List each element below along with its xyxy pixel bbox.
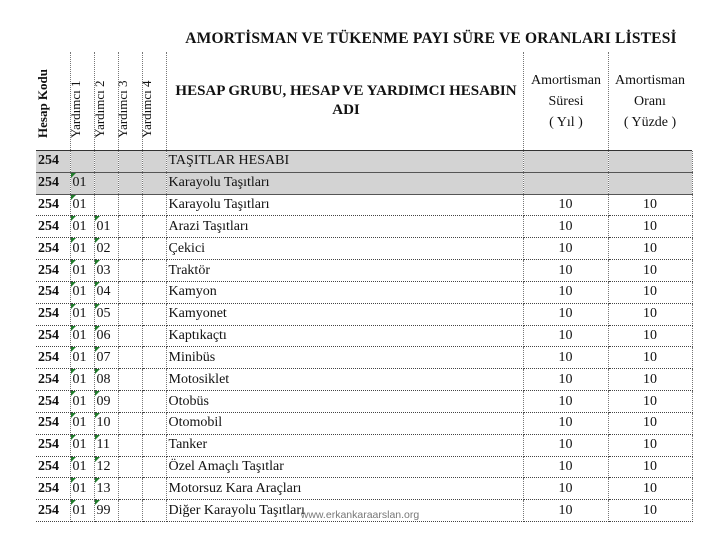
amortisman-orani-cell: 10 [608, 412, 692, 434]
amortisman-orani-cell: 10 [608, 434, 692, 456]
yardimci-2-cell: 11 [94, 434, 118, 456]
page-title: AMORTİSMAN VE TÜKENME PAYI SÜRE VE ORANLARI LİSTESİ [185, 30, 677, 47]
account-name-cell: Otomobil [166, 412, 523, 434]
footer-url: www.erkankaraarslan.org [300, 509, 420, 521]
amortisman-suresi-cell: 10 [523, 500, 608, 522]
table-row [36, 151, 692, 172]
table-row [36, 172, 692, 194]
yardimci-4-cell [142, 434, 166, 456]
yardimci-2-cell: 06 [94, 325, 118, 347]
account-code-cell: 254 [36, 412, 70, 434]
amortisman-suresi-cell: 10 [523, 238, 608, 260]
account-name-cell: Kaptıkaçtı [166, 325, 523, 347]
account-code-cell: 254 [36, 238, 70, 260]
yardimci-2-cell: 99 [94, 500, 118, 522]
amortisman-suresi-cell: 10 [523, 194, 608, 216]
yardimci-2-cell: 07 [94, 347, 118, 369]
yardimci-4-cell [142, 347, 166, 369]
yardimci-4-cell [142, 500, 166, 522]
yardimci-2-cell: 09 [94, 391, 118, 413]
amortisman-suresi-cell: 10 [523, 369, 608, 391]
yardimci-3-cell [118, 456, 142, 478]
yardimci-3-cell [118, 478, 142, 500]
amortisman-suresi-cell: 10 [523, 434, 608, 456]
yardimci-3-cell [118, 369, 142, 391]
table-row [36, 412, 692, 434]
account-code-cell: 254 [36, 391, 70, 413]
account-name-cell: Motorsuz Kara Araçları [166, 478, 523, 500]
yardimci-1-cell: 01 [70, 369, 94, 391]
account-code-cell: 254 [36, 478, 70, 500]
yardimci-1-cell: 01 [70, 216, 94, 238]
yardimci-3-cell [118, 260, 142, 282]
yardimci-2-cell: 12 [94, 456, 118, 478]
account-code-cell: 254 [36, 369, 70, 391]
account-name-cell: Traktör [166, 260, 523, 282]
yardimci-1-cell: 01 [70, 281, 94, 303]
table-row [36, 325, 692, 347]
yardimci-3-cell [118, 151, 142, 172]
yardimci-3-header: Yardımcı 3 [114, 80, 130, 138]
account-name-cell: Motosiklet [166, 369, 523, 391]
amortisman-orani-cell: 10 [608, 369, 692, 391]
amortisman-orani-cell: 10 [608, 216, 692, 238]
account-name-cell: TAŞITLAR HESABI [166, 151, 523, 172]
amortisman-orani-cell: 10 [608, 500, 692, 522]
account-code-cell: 254 [36, 281, 70, 303]
yardimci-4-cell [142, 216, 166, 238]
yardimci-4-cell [142, 260, 166, 282]
account-name-cell: Özel Amaçlı Taşıtlar [166, 456, 523, 478]
amortisman-suresi-cell: 10 [523, 456, 608, 478]
yardimci-1-header: Yardımcı 1 [67, 80, 83, 138]
account-code-cell: 254 [36, 325, 70, 347]
account-name-cell: Arazi Taşıtları [166, 216, 523, 238]
account-code-cell: 254 [36, 347, 70, 369]
yardimci-1-cell: 01 [70, 412, 94, 434]
account-name-cell: Minibüs [166, 347, 523, 369]
amortisman-orani-cell: 10 [608, 347, 692, 369]
table-row [36, 303, 692, 325]
amortisman-orani-cell: 10 [608, 281, 692, 303]
amortisman-suresi-cell: 10 [523, 303, 608, 325]
yardimci-1-cell: 01 [70, 194, 94, 216]
yardimci-4-cell [142, 172, 166, 194]
amortisman-orani-cell: 10 [608, 303, 692, 325]
amortisman-orani-cell: 10 [608, 194, 692, 216]
amortisman-suresi-cell: 10 [523, 412, 608, 434]
table-row [36, 391, 692, 413]
amortisman-suresi-cell: 10 [523, 478, 608, 500]
yardimci-1-cell [70, 151, 94, 172]
yardimci-4-cell [142, 303, 166, 325]
yardimci-1-cell: 01 [70, 260, 94, 282]
yardimci-1-cell: 01 [70, 347, 94, 369]
account-name-cell: Diğer Karayolu Taşıtları [166, 500, 523, 522]
yardimci-2-cell [94, 194, 118, 216]
yardimci-2-cell: 02 [94, 238, 118, 260]
hesap-kodu-header: Hesap Kodu [35, 69, 50, 138]
table-row [36, 478, 692, 500]
table-row [36, 456, 692, 478]
amortisman-orani-cell [608, 151, 692, 172]
yardimci-3-cell [118, 216, 142, 238]
amortisman-orani-cell: 10 [608, 391, 692, 413]
amortisman-orani-cell: 10 [608, 325, 692, 347]
table-row [36, 238, 692, 260]
account-name-cell: Tanker [166, 434, 523, 456]
yardimci-2-cell: 10 [94, 412, 118, 434]
yardimci-3-cell [118, 412, 142, 434]
account-code-cell: 254 [36, 216, 70, 238]
amortisman-suresi-cell: 10 [523, 260, 608, 282]
yardimci-4-cell [142, 478, 166, 500]
account-name-header: HESAP GRUBU, HESAP VE YARDIMCI HESABIN ADI [175, 83, 517, 118]
amortisman-suresi-cell: 10 [523, 391, 608, 413]
account-name-cell: Karayolu Taşıtları [166, 194, 523, 216]
yardimci-1-cell: 01 [70, 303, 94, 325]
yardimci-3-cell [118, 172, 142, 194]
table-row [36, 216, 692, 238]
account-code-cell: 254 [36, 151, 70, 172]
yardimci-2-cell [94, 172, 118, 194]
yardimci-2-cell: 05 [94, 303, 118, 325]
yardimci-4-cell [142, 281, 166, 303]
account-code-cell: 254 [36, 194, 70, 216]
amortisman-suresi-cell [523, 151, 608, 172]
yardimci-4-cell [142, 325, 166, 347]
table-row [36, 281, 692, 303]
amortisman-suresi-cell [523, 172, 608, 194]
account-code-cell: 254 [36, 500, 70, 522]
yardimci-1-cell: 01 [70, 434, 94, 456]
account-name-cell: Kamyon [166, 281, 523, 303]
yardimci-4-cell [142, 369, 166, 391]
yardimci-1-cell: 01 [70, 325, 94, 347]
account-code-cell: 254 [36, 260, 70, 282]
yardimci-2-cell: 04 [94, 281, 118, 303]
yardimci-3-cell [118, 500, 142, 522]
yardimci-3-cell [118, 325, 142, 347]
account-code-cell: 254 [36, 303, 70, 325]
yardimci-4-header: Yardımcı 4 [138, 80, 154, 138]
table-row [36, 369, 692, 391]
account-code-cell: 254 [36, 456, 70, 478]
yardimci-4-cell [142, 194, 166, 216]
amortisman-orani-cell: 10 [608, 238, 692, 260]
yardimci-3-cell [118, 347, 142, 369]
account-name-cell: Karayolu Taşıtları [166, 172, 523, 194]
table-row [36, 194, 692, 216]
yardimci-3-cell [118, 303, 142, 325]
amortisman-suresi-cell: 10 [523, 216, 608, 238]
amortisman-orani-header: Amortisman Oranı ( Yüzde ) [615, 73, 685, 130]
yardimci-3-cell [118, 281, 142, 303]
yardimci-2-cell: 08 [94, 369, 118, 391]
yardimci-4-cell [142, 151, 166, 172]
amortisman-orani-cell: 10 [608, 260, 692, 282]
yardimci-2-cell [94, 151, 118, 172]
yardimci-2-cell: 03 [94, 260, 118, 282]
amortisman-suresi-cell: 10 [523, 281, 608, 303]
yardimci-4-cell [142, 412, 166, 434]
amortisman-orani-cell: 10 [608, 456, 692, 478]
account-name-cell: Çekici [166, 238, 523, 260]
yardimci-4-cell [142, 456, 166, 478]
yardimci-2-header: Yardımcı 2 [91, 80, 107, 138]
yardimci-3-cell [118, 391, 142, 413]
yardimci-1-cell: 01 [70, 500, 94, 522]
table-row [36, 347, 692, 369]
yardimci-2-cell: 01 [94, 216, 118, 238]
amortisman-suresi-header: Amortisman Süresi ( Yıl ) [531, 73, 601, 130]
table-row [36, 434, 692, 456]
yardimci-1-cell: 01 [70, 172, 94, 194]
yardimci-1-cell: 01 [70, 391, 94, 413]
yardimci-1-cell: 01 [70, 478, 94, 500]
table-row [36, 260, 692, 282]
account-name-cell: Otobüs [166, 391, 523, 413]
amortisman-suresi-cell: 10 [523, 325, 608, 347]
amortisman-orani-cell [608, 172, 692, 194]
amortisman-suresi-cell: 10 [523, 347, 608, 369]
yardimci-1-cell: 01 [70, 238, 94, 260]
yardimci-4-cell [142, 238, 166, 260]
yardimci-1-cell: 01 [70, 456, 94, 478]
yardimci-3-cell [118, 194, 142, 216]
yardimci-3-cell [118, 238, 142, 260]
yardimci-4-cell [142, 391, 166, 413]
account-name-cell: Kamyonet [166, 303, 523, 325]
amortisman-orani-cell: 10 [608, 478, 692, 500]
amortization-table [36, 151, 693, 522]
yardimci-2-cell: 13 [94, 478, 118, 500]
account-code-cell: 254 [36, 434, 70, 456]
account-code-cell: 254 [36, 172, 70, 194]
yardimci-3-cell [118, 434, 142, 456]
